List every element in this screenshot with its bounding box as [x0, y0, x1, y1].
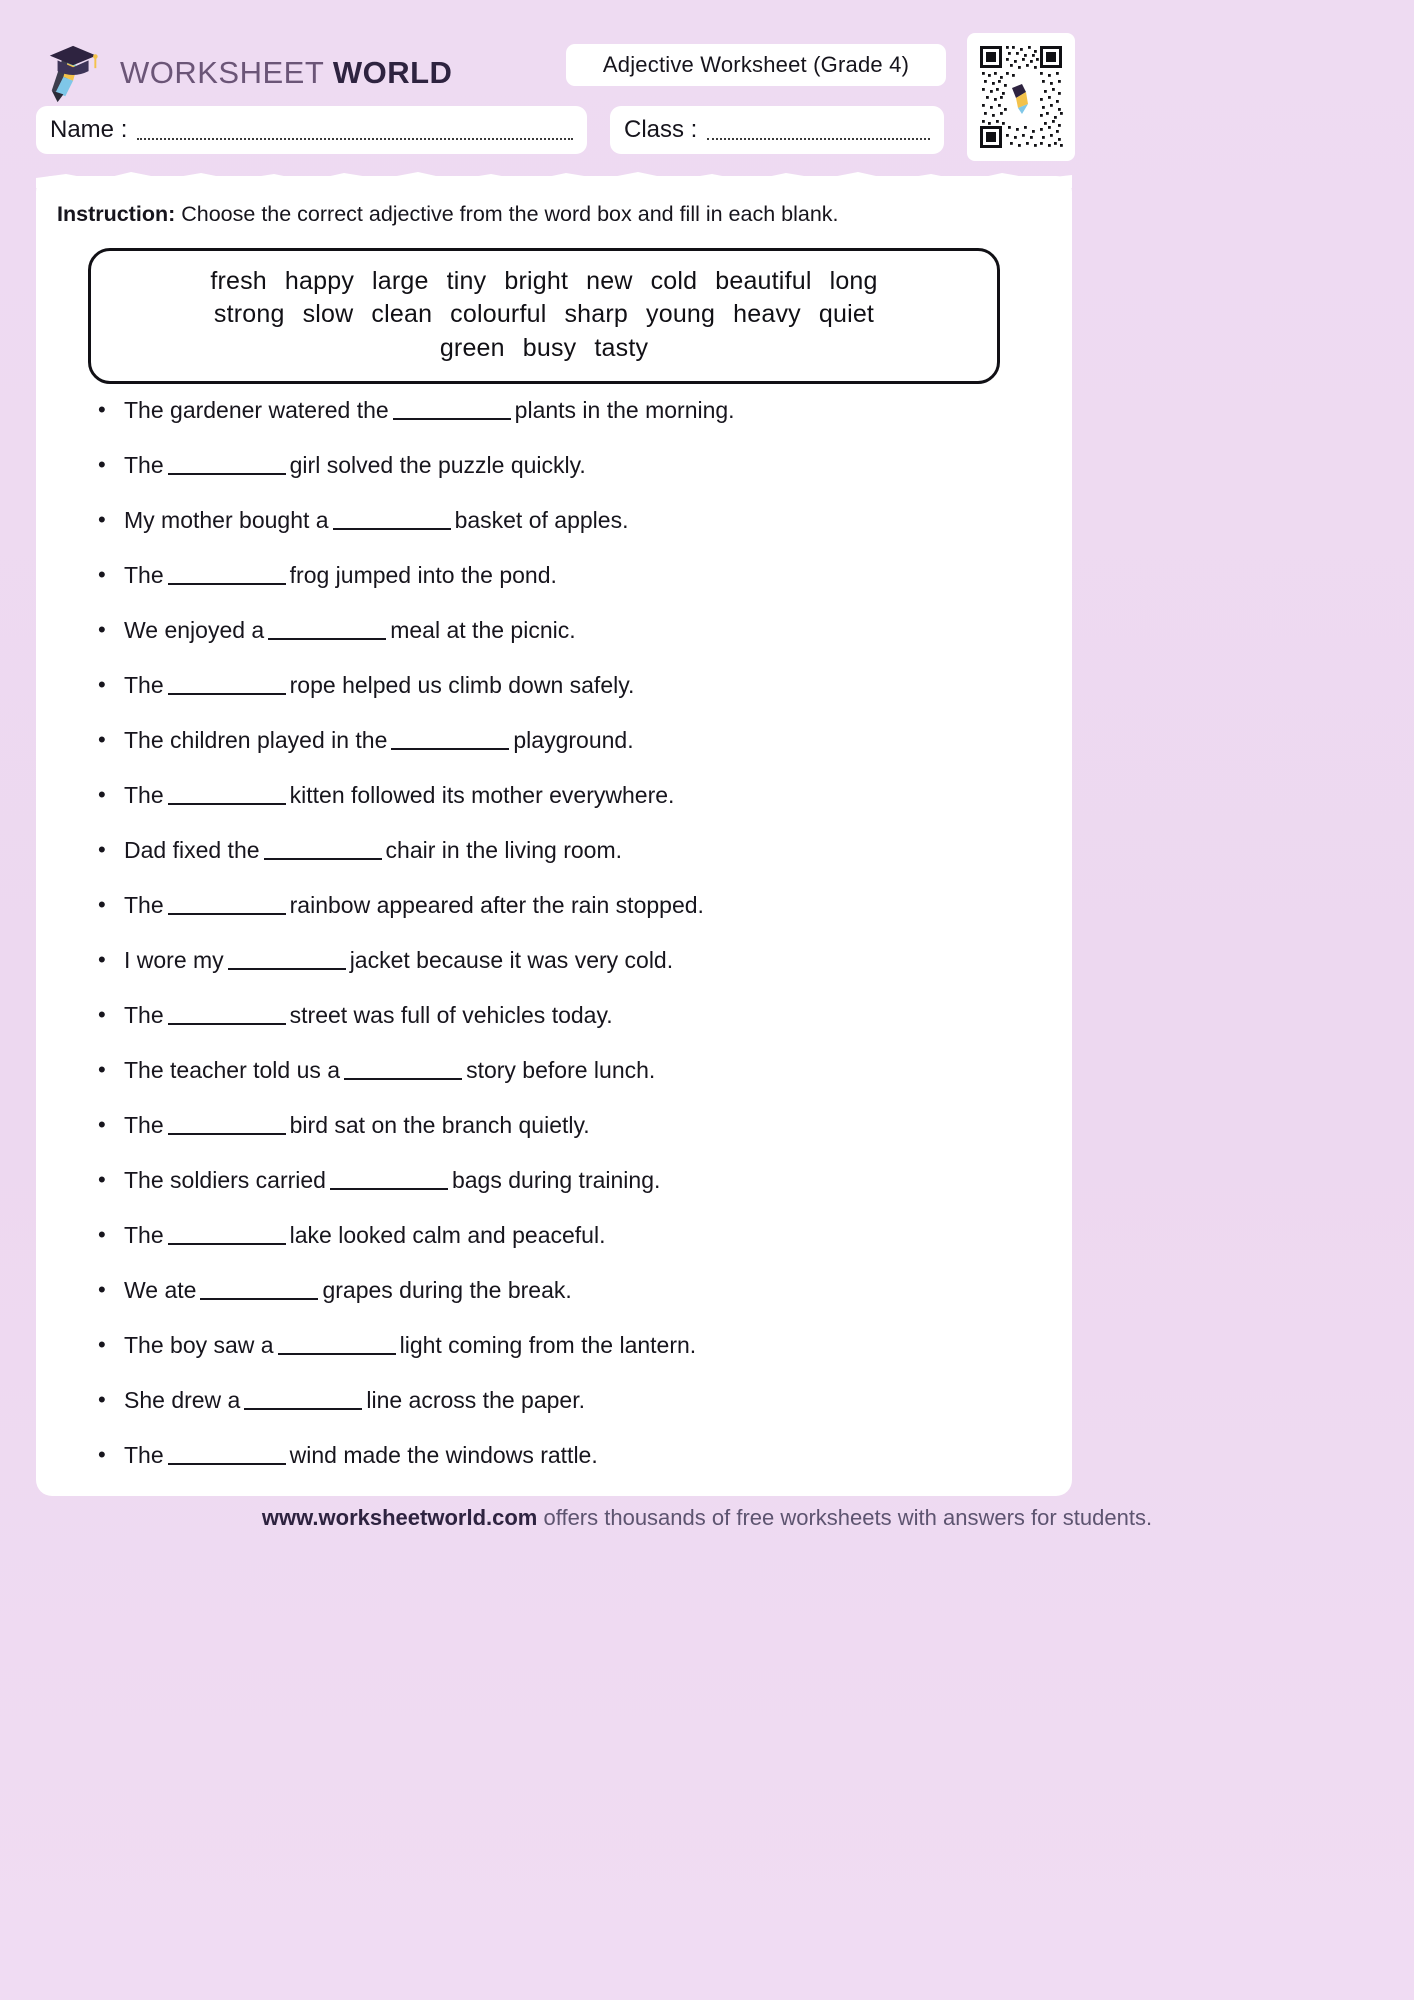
question-text-before: The: [124, 452, 164, 478]
question-text-before: She drew a: [124, 1387, 241, 1413]
question-text: [124, 508, 628, 533]
qr-code-icon[interactable]: [978, 44, 1064, 150]
question-item: [98, 398, 1038, 453]
bullet-icon: •: [98, 892, 106, 917]
answer-blank[interactable]: [168, 893, 286, 915]
word-bank-word: tasty: [594, 333, 649, 362]
question-item: [98, 783, 1038, 838]
bullet-icon: •: [98, 672, 106, 697]
word-bank-word: clean: [371, 300, 433, 329]
question-text: [124, 783, 674, 808]
question-text-before: The boy saw a: [124, 1332, 274, 1358]
question-item: [98, 673, 1038, 728]
question-text-after: story before lunch.: [466, 1057, 656, 1083]
question-text-before: My mother bought a: [124, 507, 329, 533]
class-input-line[interactable]: [707, 137, 930, 140]
question-text-before: The: [124, 782, 164, 808]
question-text-before: We enjoyed a: [124, 617, 265, 643]
instruction-text: Choose the correct adjective from the word box and fill in each blank.: [181, 202, 839, 226]
word-bank-box: [88, 248, 1000, 384]
question-text: [124, 1223, 605, 1248]
word-bank-word: fresh: [210, 267, 267, 295]
word-bank-word: young: [646, 300, 716, 329]
name-field[interactable]: [36, 106, 587, 154]
question-item: [98, 618, 1038, 673]
question-text: [124, 618, 576, 643]
question-item: [98, 508, 1038, 563]
question-text-before: The: [124, 1002, 164, 1028]
question-text-after: meal at the picnic.: [390, 617, 576, 643]
answer-blank[interactable]: [228, 948, 346, 970]
brand-word-light: WORKSHEET: [120, 55, 324, 90]
question-text-after: jacket because it was very cold.: [349, 947, 674, 973]
answer-blank[interactable]: [168, 1003, 286, 1025]
bullet-icon: •: [98, 1332, 106, 1357]
question-text: [124, 398, 735, 423]
word-bank-word: quiet: [818, 300, 875, 329]
word-bank-word: busy: [522, 333, 577, 362]
bullet-icon: •: [98, 1277, 106, 1302]
question-text: [124, 1388, 585, 1413]
footer-site-link[interactable]: www.worksheetworld.com: [261, 1505, 538, 1530]
bullet-icon: •: [98, 947, 106, 972]
answer-blank[interactable]: [168, 1113, 286, 1135]
bullet-icon: •: [98, 837, 106, 862]
question-text-after: girl solved the puzzle quickly.: [289, 452, 586, 478]
question-text-after: street was full of vehicles today.: [289, 1002, 613, 1028]
question-text-after: lake looked calm and peaceful.: [289, 1222, 606, 1248]
question-text: [124, 893, 704, 918]
brand-logo-block: [44, 42, 452, 104]
footer-tagline: offers thousands of free worksheets with answers for students.: [543, 1505, 1153, 1530]
word-bank-word: tiny: [446, 267, 487, 295]
question-text-after: light coming from the lantern.: [399, 1332, 697, 1358]
torn-paper-edge: [36, 166, 1072, 188]
answer-blank[interactable]: [344, 1058, 462, 1080]
question-item: [98, 1388, 1038, 1443]
name-input-line[interactable]: [137, 137, 573, 140]
question-text-after: kitten followed its mother everywhere.: [289, 782, 675, 808]
question-item: [98, 1443, 1038, 1498]
question-text: [124, 563, 557, 588]
question-text: [124, 948, 673, 973]
question-text: [124, 453, 586, 478]
question-text-after: chair in the living room.: [385, 837, 623, 863]
question-item: [98, 1113, 1038, 1168]
question-text: [124, 1168, 660, 1193]
question-item: [98, 563, 1038, 618]
class-label: Class :: [624, 116, 698, 143]
word-bank-word: strong: [213, 300, 285, 329]
question-text: [124, 1443, 598, 1468]
brand-word-bold: WORLD: [332, 55, 453, 90]
question-text: [124, 1058, 655, 1083]
bullet-icon: •: [98, 1222, 106, 1247]
question-list: [98, 398, 1038, 1498]
question-text-before: The soldiers carried: [124, 1167, 326, 1193]
bullet-icon: •: [98, 1387, 106, 1412]
question-text-after: rope helped us climb down safely.: [289, 672, 635, 698]
answer-blank[interactable]: [168, 783, 286, 805]
question-text: [124, 1003, 613, 1028]
question-text-before: I wore my: [124, 947, 224, 973]
word-bank-word: new: [586, 267, 633, 295]
bullet-icon: •: [98, 507, 106, 532]
word-bank-word: green: [439, 333, 505, 362]
answer-blank[interactable]: [200, 1278, 318, 1300]
answer-blank[interactable]: [244, 1388, 362, 1410]
bullet-icon: •: [98, 1002, 106, 1027]
word-bank-word: happy: [284, 267, 355, 295]
question-text-after: line across the paper.: [366, 1387, 585, 1413]
bullet-icon: •: [98, 452, 106, 477]
word-bank-word: slow: [302, 300, 354, 329]
word-bank-row: [109, 298, 979, 331]
question-text-after: playground.: [513, 727, 634, 753]
question-text-before: The: [124, 1222, 164, 1248]
question-text-after: basket of apples.: [454, 507, 629, 533]
question-text: [124, 1333, 696, 1358]
question-item: [98, 1223, 1038, 1278]
question-text: [124, 728, 634, 753]
question-item: [98, 1278, 1038, 1333]
question-text-before: The gardener watered the: [124, 397, 389, 423]
question-item: [98, 1058, 1038, 1113]
bullet-icon: •: [98, 727, 106, 752]
bullet-icon: •: [98, 397, 106, 422]
word-bank-word: sharp: [564, 300, 629, 329]
word-bank-word: beautiful: [715, 267, 812, 295]
question-text: [124, 673, 634, 698]
word-bank-word: cold: [650, 267, 698, 295]
answer-blank[interactable]: [264, 838, 382, 860]
graduation-pencil-logo-icon: [44, 42, 106, 104]
question-text-before: The: [124, 562, 164, 588]
bullet-icon: •: [98, 1057, 106, 1082]
question-item: [98, 1168, 1038, 1223]
question-text: [124, 838, 622, 863]
page-title: Adjective Worksheet (Grade 4): [602, 52, 910, 77]
bullet-icon: •: [98, 1112, 106, 1137]
question-text-before: The: [124, 1442, 164, 1468]
class-field[interactable]: [610, 106, 944, 154]
answer-blank[interactable]: [168, 563, 286, 585]
bullet-icon: •: [98, 562, 106, 587]
word-bank-word: bright: [504, 267, 569, 295]
question-text-after: rainbow appeared after the rain stopped.: [289, 892, 704, 918]
answer-blank[interactable]: [168, 1223, 286, 1245]
word-bank-word: colourful: [450, 300, 547, 329]
question-item: [98, 453, 1038, 508]
question-text-before: Dad fixed the: [124, 837, 260, 863]
bullet-icon: •: [98, 617, 106, 642]
page-footer: [0, 1505, 1414, 1531]
question-text: [124, 1278, 572, 1303]
word-bank-word: long: [829, 267, 878, 295]
answer-blank[interactable]: [333, 508, 451, 530]
question-item: [98, 838, 1038, 893]
answer-blank[interactable]: [393, 398, 511, 420]
worksheet-title-pill: [566, 44, 946, 86]
answer-blank[interactable]: [330, 1168, 448, 1190]
question-text-after: bird sat on the branch quietly.: [289, 1112, 590, 1138]
question-text-before: The children played in the: [124, 727, 388, 753]
question-item: [98, 1333, 1038, 1388]
answer-blank[interactable]: [168, 453, 286, 475]
name-label: Name :: [50, 116, 128, 143]
question-text-after: wind made the windows rattle.: [289, 1442, 598, 1468]
answer-blank[interactable]: [268, 618, 386, 640]
question-text-after: frog jumped into the pond.: [289, 562, 557, 588]
question-text-before: We ate: [124, 1277, 197, 1303]
word-bank-row: [109, 265, 979, 298]
bullet-icon: •: [98, 1167, 106, 1192]
worksheet-body: [36, 176, 1072, 1496]
question-item: [98, 948, 1038, 1003]
question-text-before: The: [124, 1112, 164, 1138]
question-item: [98, 893, 1038, 948]
answer-blank[interactable]: [168, 1443, 286, 1465]
question-text-before: The: [124, 892, 164, 918]
instruction-prefix: Instruction:: [57, 202, 176, 226]
bullet-icon: •: [98, 1442, 106, 1467]
question-text-after: grapes during the break.: [322, 1277, 572, 1303]
answer-blank[interactable]: [391, 728, 509, 750]
question-text-after: plants in the morning.: [514, 397, 735, 423]
instruction-line: [57, 202, 839, 227]
word-bank-word: heavy: [733, 300, 801, 329]
question-text-before: The: [124, 672, 164, 698]
question-item: [98, 728, 1038, 783]
answer-blank[interactable]: [168, 673, 286, 695]
torn-edge-icon: [36, 166, 1072, 188]
question-text-after: bags during training.: [451, 1167, 661, 1193]
question-item: [98, 1003, 1038, 1058]
qr-code-card[interactable]: [967, 33, 1075, 161]
answer-blank[interactable]: [278, 1333, 396, 1355]
question-text: [124, 1113, 590, 1138]
question-text-before: The teacher told us a: [124, 1057, 341, 1083]
brand-name: [120, 55, 452, 91]
bullet-icon: •: [98, 782, 106, 807]
word-bank-word: large: [372, 267, 429, 295]
word-bank-row: [109, 332, 979, 365]
